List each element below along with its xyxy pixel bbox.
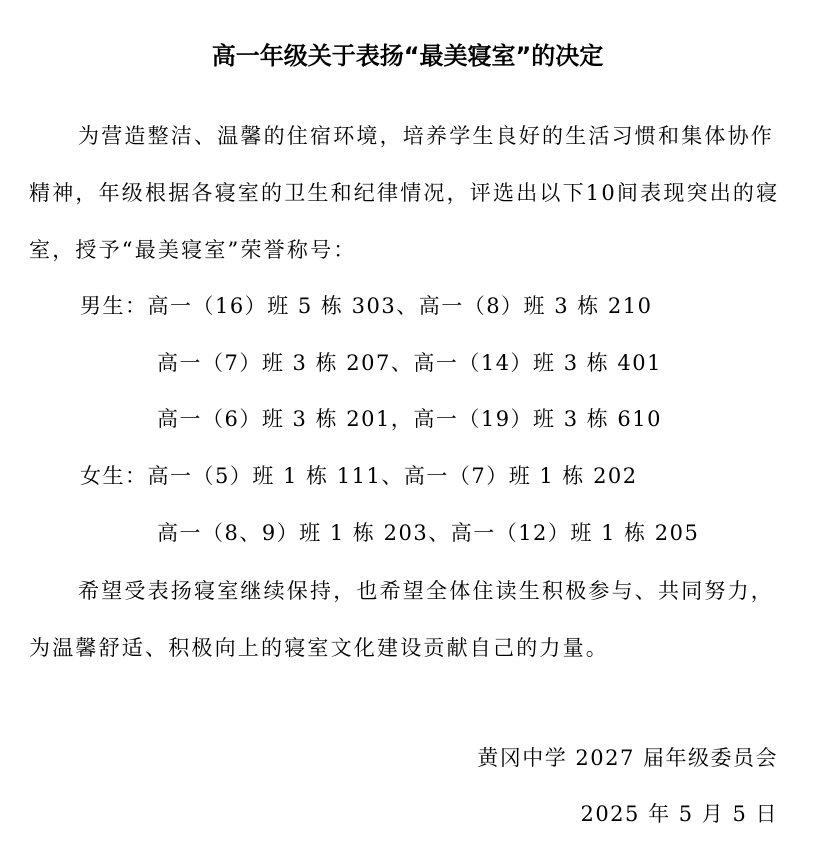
girls-line-2: 高一（8、9）班 1 栋 203、高一（12）班 1 栋 205 [157, 521, 700, 545]
girls-line-1 [80, 448, 638, 505]
girls-label: 女生： [80, 464, 148, 488]
boys-rooms-1: 高一（16）班 5 栋 303、高一（8）班 3 栋 210 [147, 294, 653, 318]
signature-date: 2025 年 5 月 5 日 [580, 802, 778, 826]
document-title: 高一年级关于表扬“最美寝室”的决定 [211, 42, 604, 70]
boys-label: 男生： [80, 294, 148, 318]
intro-paragraph: 为营造整洁、温馨的住宿环境，培养学生良好的生活习惯和集体协作精神，年级根据各寝室的卫生和纪律情况，评选出以下10间表现突出的寝室，授予“最美寝室”荣誉称号： [29, 124, 780, 262]
signature-organization: 黄冈中学 2027 届年级委员会 [477, 746, 778, 770]
girls-rooms-1: 高一（5）班 1 栋 111、高一（7）班 1 栋 202 [147, 464, 638, 488]
boys-line-1 [80, 278, 653, 335]
boys-line-2: 高一（7）班 3 栋 207、高一（14）班 3 栋 401 [157, 351, 663, 375]
closing-paragraph: 希望受表扬寝室继续保持，也希望全体住读生积极参与、共同努力，为温馨舒适、积极向上的寝室文化建设贡献自己的力量。 [29, 579, 774, 660]
boys-line-3: 高一（6）班 3 栋 201，高一（19）班 3 栋 610 [157, 407, 663, 431]
